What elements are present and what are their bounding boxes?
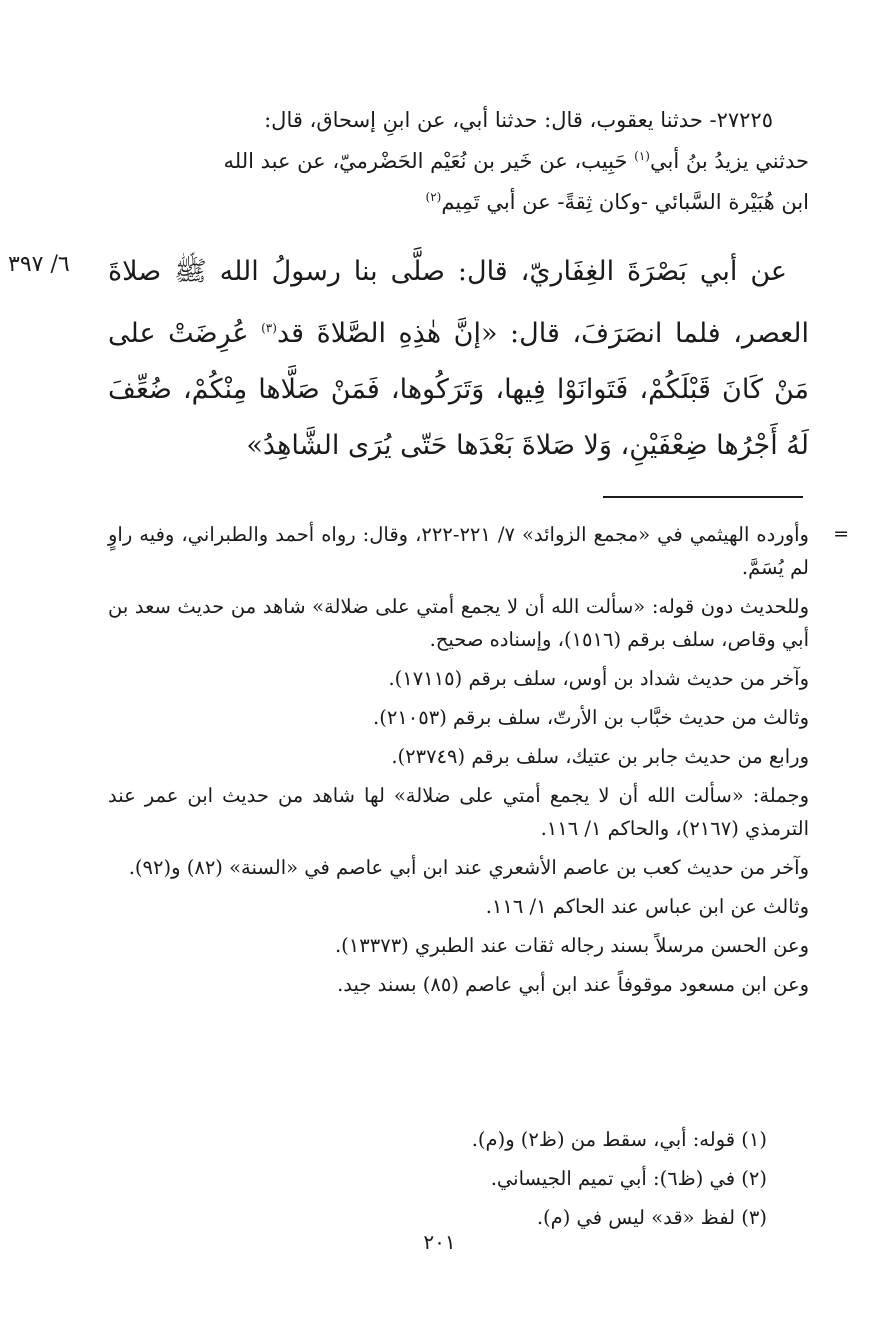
- isnad-text-3: ابن هُبَيْرة السَّبائي -وكان ثِقةً- عن أبي تَمِيم: [441, 190, 809, 214]
- footnote-separator-rule: [603, 496, 803, 498]
- note-paragraph: وثالث عن ابن عباس عند الحاكم ١/ ١١٦.: [485, 895, 809, 918]
- note-paragraph: وآخر من حديث كعب بن عاصم الأشعري عند ابن أبي عاصم في «السنة» (٨٢) و(٩٢).: [128, 856, 809, 879]
- footnote-marker-2: (٢): [425, 190, 442, 204]
- isnad-text-2b: حَبِيب، عن خَير بن نُعَيْم الحَضْرميّ، عن عبد الله: [223, 149, 635, 173]
- footnote-3: (٣) لفظ «قد» ليس في (م).: [536, 1206, 767, 1229]
- isnad-text-2a: حدثني يزيدُ بنُ أبي: [649, 149, 809, 173]
- matn-text-a: عن أبي بَصْرَةَ الغِفَاريّ، قال: صلَّى بنا رسولُ الله ﷺ صلاةَ العصر، فلما انصَرَفَ، قال: «إنَّ هٰذِهِ الصَّلاةَ قد: [108, 256, 809, 349]
- hadith-isnad: [112, 102, 809, 220]
- note-paragraph: وأورده الهيثمي في «مجمع الزوائد» ٧/ ٢٢١-٢٢٢، وقال: رواه أحمد والطبراني، وفيه راوٍ لم يُسَمَّ.: [108, 523, 809, 579]
- hadith-matn: [108, 244, 809, 474]
- commentary-notes: [108, 518, 849, 1007]
- note-paragraph: وثالث من حديث خبَّاب بن الأرتّ، سلف برقم (٢١٠٥٣).: [373, 706, 809, 729]
- footnote-marker-1: (١): [634, 149, 650, 163]
- note-paragraph: ورابع من حديث جابر بن عتيك، سلف برقم (٢٣٧٤٩).: [391, 745, 809, 768]
- page-number: ٢٠١: [423, 1230, 456, 1254]
- footnotes: [108, 1120, 767, 1237]
- isnad-text-1: ٢٧٢٢٥- حدثنا يعقوب، قال: حدثنا أبي، عن ابنِ إسحاق، قال:: [264, 108, 773, 132]
- note-paragraph: وعن ابن مسعود موقوفاً عند ابن أبي عاصم (٨٥) بسند جيد.: [337, 973, 809, 996]
- footnote-1: (١) قوله: أبي، سقط من (ظ٢) و(م).: [471, 1128, 767, 1151]
- isnad-line-3: [112, 179, 809, 220]
- isnad-line-2: [112, 138, 809, 179]
- isnad-line-1: [112, 102, 809, 138]
- note-paragraph: وجملة: «سألت الله أن لا يجمع أمتي على ضلالة» لها شاهد من حديث ابن عمر عند الترمذي (٢١٦٧)، والحاكم ١/ ١١٦.: [108, 784, 809, 840]
- matn-text-b: عُرِضَتْ على مَنْ كَانَ قَبْلَكُمْ، فَتَوانَوْا فِيها، وَتَرَكُوها، فَمَنْ صَلَّاها مِنْكُمْ، ضُعِّفَ لَهُ أَجْرُها ضِعْفَيْنِ، وَلا صَلاةَ بَعْدَها حَتّى يُرَى الشَّاهِدُ»: [108, 318, 809, 461]
- footnote-2: (٢) في (ظ٦): أبي تميم الجيساني.: [490, 1167, 767, 1190]
- note-paragraph: وعن الحسن مرسلاً بسند رجاله ثقات عند الطبري (١٣٣٧٣).: [334, 934, 809, 957]
- footnote-marker-3: (٣): [261, 321, 277, 335]
- margin-volume-page-reference: ٦/ ٣٩٧: [8, 252, 70, 277]
- note-paragraph: وللحديث دون قوله: «سألت الله أن لا يجمع أمتي على ضلالة» شاهد من حديث سعد بن أبي وقاص، سلف برقم (١٥١٦)، وإسناده صحيح.: [108, 595, 809, 651]
- note-paragraph: وآخر من حديث شداد بن أوس، سلف برقم (١٧١١٥).: [388, 667, 809, 690]
- matn-paragraph: [108, 244, 809, 474]
- continuation-mark: =: [833, 523, 849, 545]
